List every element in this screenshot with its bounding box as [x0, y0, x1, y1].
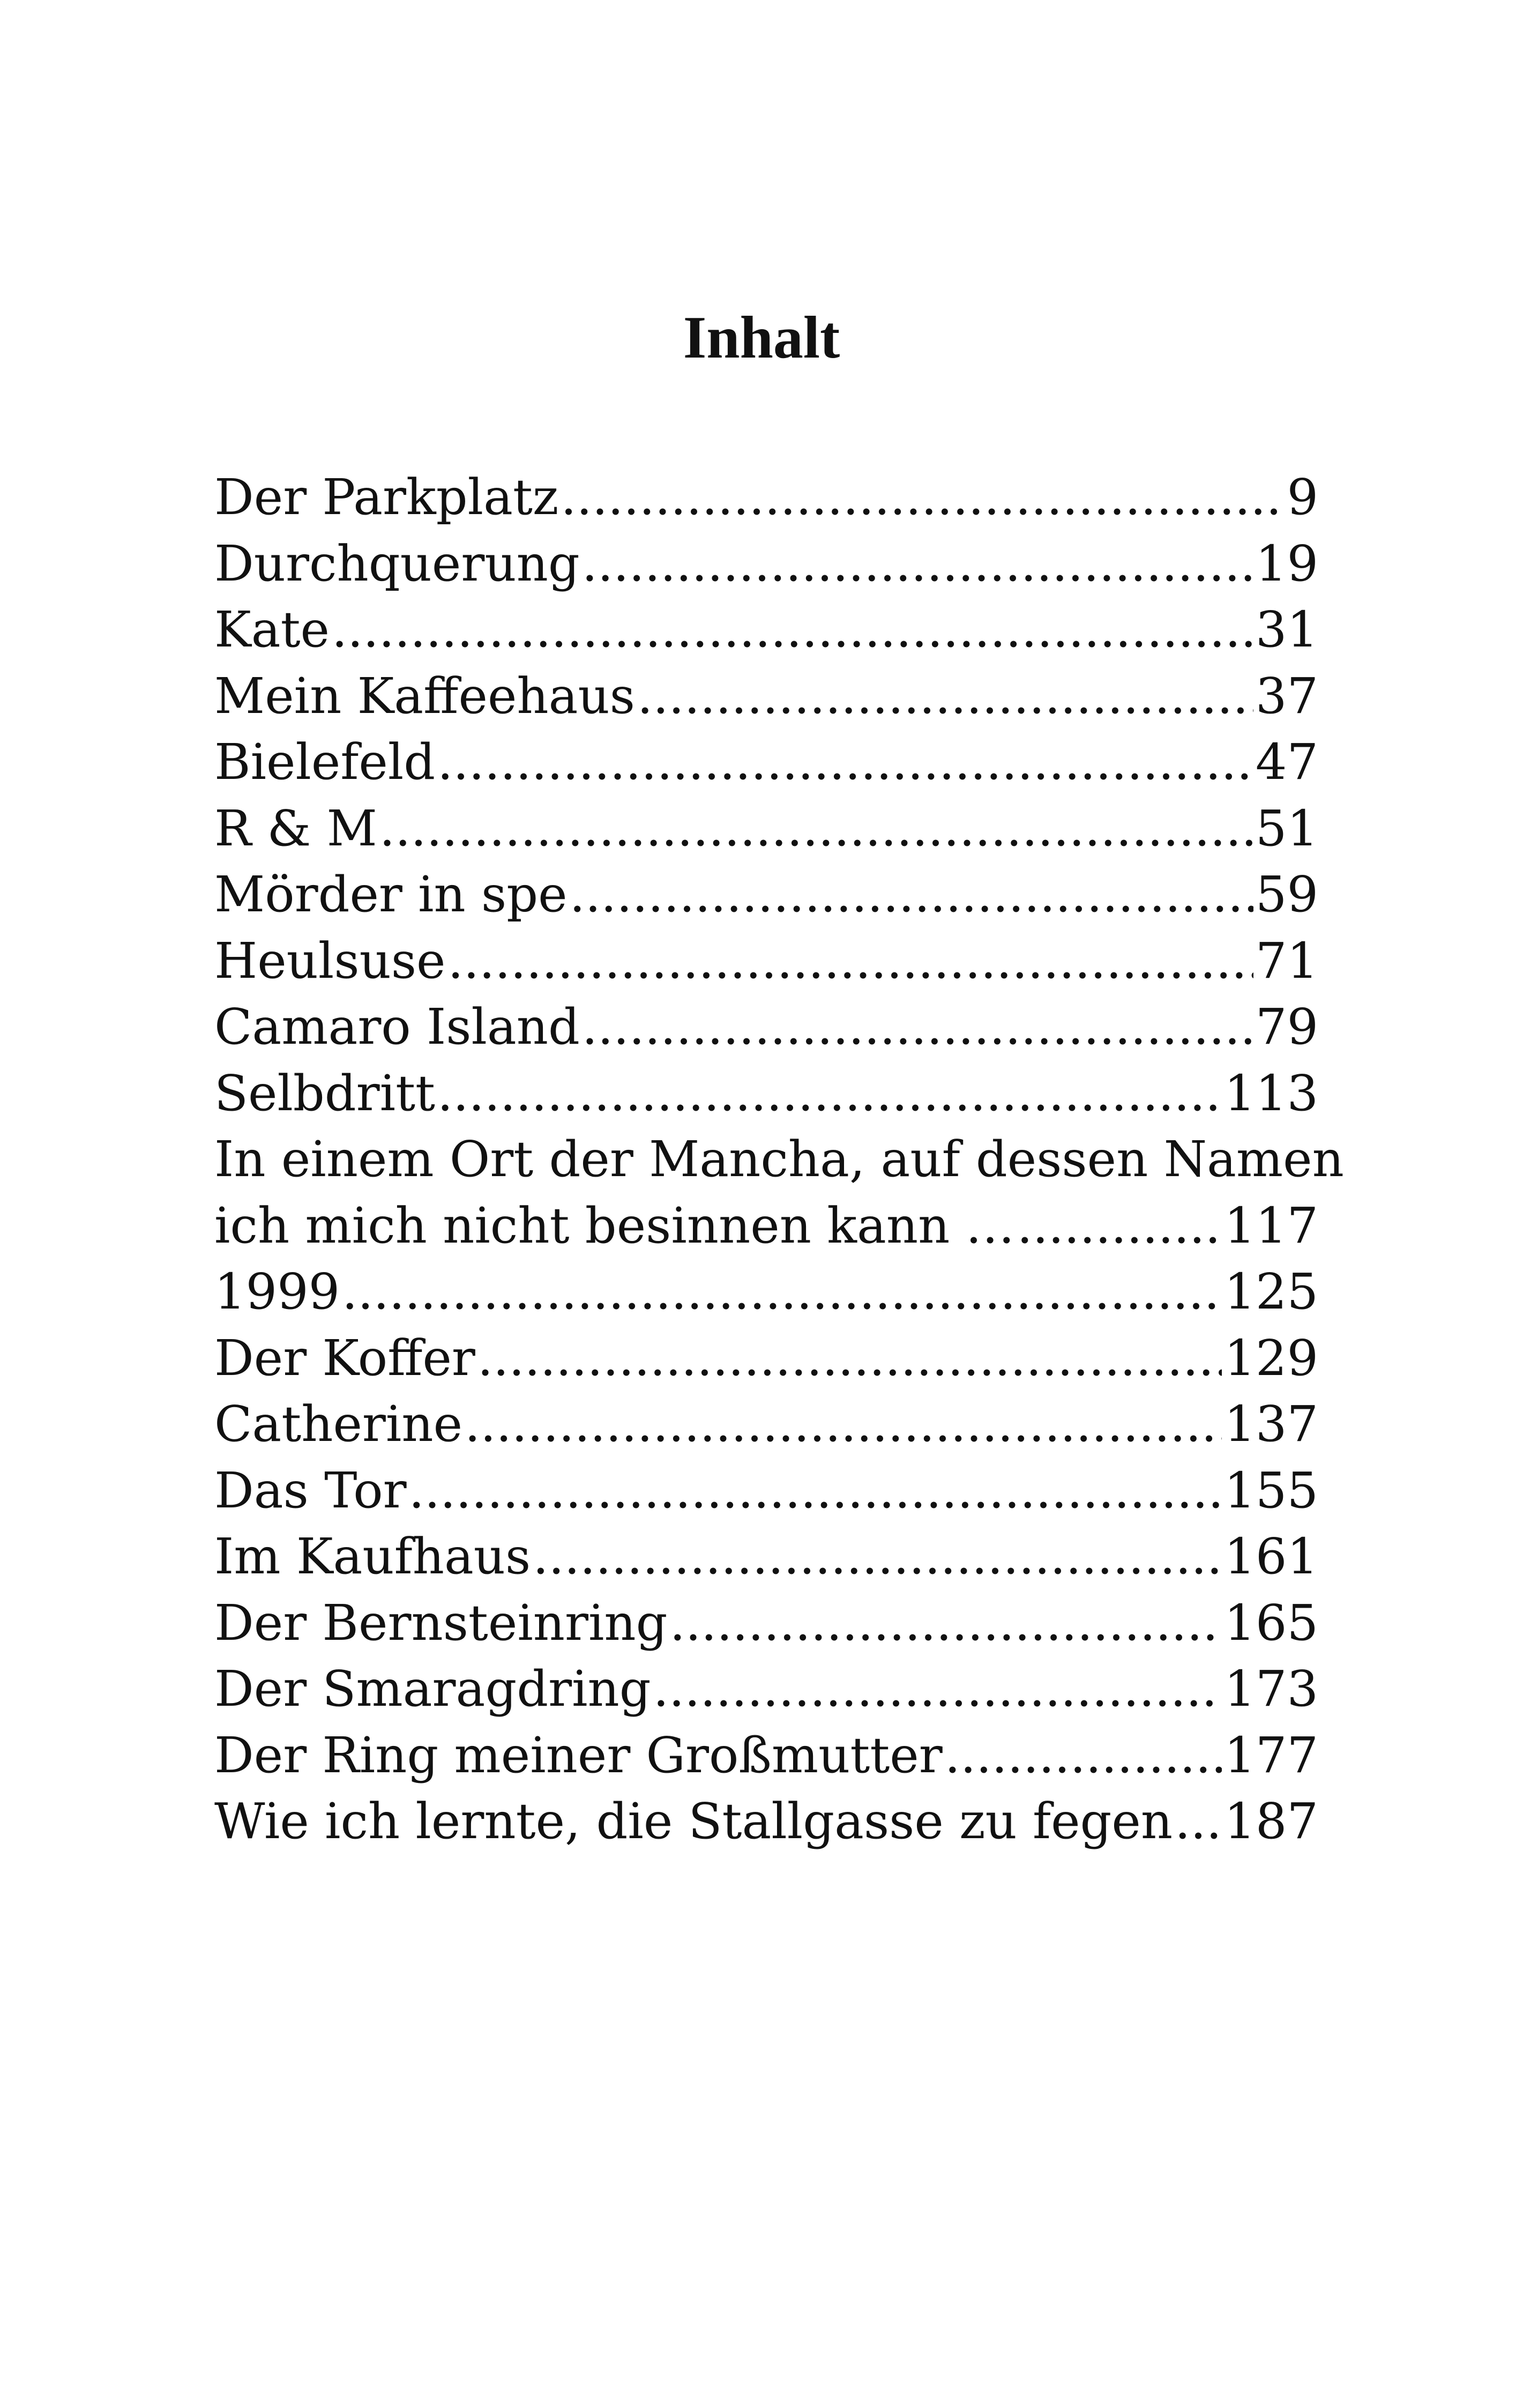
toc-entry: [214, 1126, 1344, 1259]
toc-page-number: 37: [1255, 667, 1318, 725]
toc-page-number: 177: [1224, 1726, 1318, 1784]
toc-page-number: 9: [1287, 469, 1318, 526]
page-title: Inhalt: [683, 304, 840, 371]
toc-entry: [214, 1788, 1318, 1855]
toc-row: [214, 1259, 1318, 1325]
toc-row: [214, 928, 1318, 994]
toc-page-number: 129: [1224, 1329, 1318, 1387]
toc-entry: [214, 597, 1318, 663]
toc-entry-title: Wie ich lernte, die Stallgasse zu fegen: [214, 1793, 1173, 1850]
toc-row: [214, 464, 1318, 531]
toc-entry-title: Mörder in spe: [214, 866, 568, 923]
table-of-contents: [214, 464, 1344, 1855]
toc-entry: [214, 796, 1318, 862]
toc-entry-title: Catherine: [214, 1395, 463, 1453]
toc-page-number: 155: [1224, 1461, 1318, 1519]
toc-entry-title: Bielefeld: [214, 733, 436, 791]
toc-entry: [214, 1523, 1318, 1590]
toc-dot-leader: [379, 796, 1253, 862]
toc-row: [214, 1325, 1318, 1392]
toc-entry-title: Der Parkplatz: [214, 469, 559, 526]
toc-row: [214, 1126, 1344, 1193]
toc-dot-leader: [561, 464, 1285, 531]
toc-dot-leader: [1175, 1788, 1222, 1855]
toc-entry-title: Der Smaragdring: [214, 1660, 651, 1718]
toc-entry: [214, 1259, 1318, 1325]
toc-row: [214, 1590, 1318, 1656]
toc-row: [214, 1656, 1318, 1722]
toc-page-number: 187: [1224, 1793, 1318, 1850]
toc-entry: [214, 531, 1318, 597]
toc-dot-leader: [637, 663, 1253, 730]
toc-row: [214, 1722, 1318, 1789]
toc-dot-leader: [409, 1458, 1222, 1524]
toc-entry: [214, 1458, 1318, 1524]
toc-row: [214, 1391, 1318, 1458]
toc-page-number: 165: [1224, 1594, 1318, 1652]
toc-entry: [214, 928, 1318, 994]
toc-row: [214, 597, 1318, 663]
toc-page-number: 47: [1255, 733, 1318, 791]
toc-entry-title-line-2: ich mich nicht besinnen kann …: [214, 1196, 1015, 1254]
toc-dot-leader: [447, 928, 1253, 994]
toc-entry-title-line-1: In einem Ort der Mancha, auf dessen Namen: [214, 1131, 1344, 1188]
toc-row: [214, 1523, 1318, 1590]
toc-page-number: 79: [1255, 998, 1318, 1056]
toc-entry-title: Der Bernsteinring: [214, 1594, 668, 1652]
toc-entry: [214, 729, 1318, 796]
toc-row: [214, 796, 1318, 862]
toc-entry: [214, 1656, 1318, 1722]
toc-page-number: 161: [1224, 1528, 1318, 1585]
toc-dot-leader: [582, 994, 1253, 1060]
toc-page-number: 137: [1224, 1395, 1318, 1453]
toc-page-number: 173: [1224, 1660, 1318, 1718]
toc-dot-leader: [533, 1523, 1222, 1590]
toc-entry-title: Selbdritt: [214, 1064, 436, 1122]
toc-page-number: 71: [1255, 932, 1318, 990]
toc-entry-title: Durchquerung: [214, 534, 580, 592]
toc-entry: [214, 663, 1318, 730]
toc-entry: [214, 1325, 1318, 1392]
toc-entry-title: 1999: [214, 1263, 340, 1320]
toc-entry-title: Heulsuse: [214, 932, 446, 990]
toc-page-number: 117: [1224, 1196, 1318, 1254]
toc-row: [214, 1458, 1318, 1524]
toc-entry-title: Kate: [214, 601, 330, 658]
toc-page-number: 31: [1255, 601, 1318, 658]
toc-entry-title: R & M: [214, 799, 377, 857]
toc-entry: [214, 1722, 1318, 1789]
toc-entry: [214, 1590, 1318, 1656]
toc-page-number: 19: [1255, 534, 1318, 592]
toc-row: [214, 861, 1318, 928]
toc-entry: [214, 994, 1318, 1060]
toc-dot-leader: [945, 1722, 1222, 1789]
toc-row: [214, 1193, 1318, 1259]
toc-row: [214, 531, 1318, 597]
toc-entry-title: Der Ring meiner Großmutter: [214, 1726, 943, 1784]
toc-entry-title: Mein Kaffeehaus: [214, 667, 635, 725]
toc-entry-title: Im Kaufhaus: [214, 1528, 531, 1585]
toc-dot-leader: [582, 531, 1253, 597]
toc-dot-leader: [342, 1259, 1222, 1325]
toc-entry: [214, 861, 1318, 928]
toc-dot-leader: [653, 1656, 1222, 1722]
toc-dot-leader: [465, 1391, 1222, 1458]
toc-row: [214, 729, 1318, 796]
toc-page-number: 59: [1255, 866, 1318, 923]
toc-row: [214, 1060, 1318, 1127]
toc-row: [214, 1788, 1318, 1855]
toc-page-number: 113: [1224, 1064, 1318, 1122]
toc-dot-leader: [1017, 1193, 1222, 1259]
toc-entry-title: Der Koffer: [214, 1329, 475, 1387]
toc-dot-leader: [670, 1590, 1222, 1656]
toc-page-number: 125: [1224, 1263, 1318, 1320]
toc-entry-title: Camaro Island: [214, 998, 580, 1056]
toc-entry-title: Das Tor: [214, 1461, 407, 1519]
toc-dot-leader: [477, 1325, 1222, 1392]
toc-dot-leader: [332, 597, 1253, 663]
toc-dot-leader: [437, 1060, 1222, 1127]
toc-entry: [214, 464, 1318, 531]
toc-page-number: 51: [1255, 799, 1318, 857]
toc-dot-leader: [570, 861, 1253, 928]
toc-row: [214, 994, 1318, 1060]
toc-entry: [214, 1060, 1318, 1127]
toc-dot-leader: [437, 729, 1253, 796]
toc-row: [214, 663, 1318, 730]
toc-entry: [214, 1391, 1318, 1458]
